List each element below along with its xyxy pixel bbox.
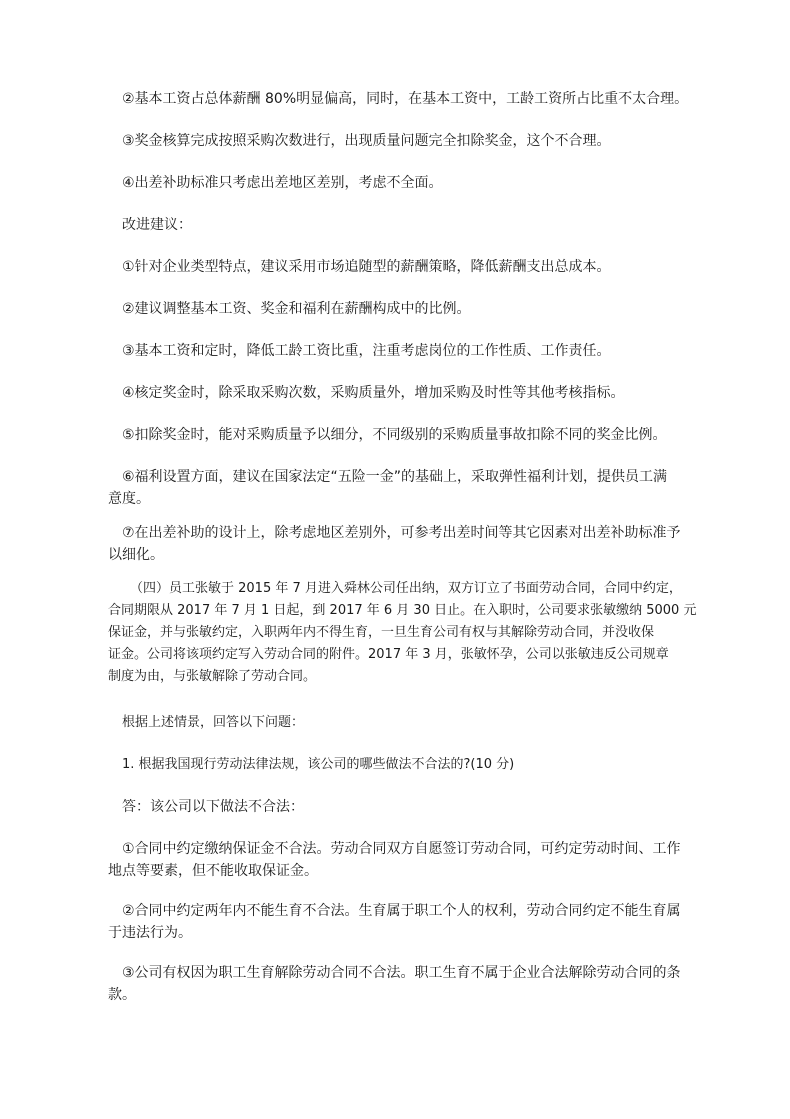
question-1: 1. 根据我国现行劳动法律法规，该公司的哪些做法不合法的?(10 分) bbox=[122, 757, 515, 772]
answer-item-1-line-2: 地点等要素，但不能收取保证金。 bbox=[108, 863, 318, 879]
case-four-line-2: 合同期限从 2017 年 7 月 1 日起，到 2017 年 6 月 30 日止。在入职时，公司要求张敏缴纳 5000 元 bbox=[108, 603, 697, 618]
suggestion-item-7-line-1: ⑦在出差补助的设计上，除考虑地区差别外，可参考出差时间等其它因素对出差补助标准予 bbox=[122, 525, 681, 541]
suggestion-item-7 bbox=[108, 522, 692, 566]
case-four-paragraph bbox=[108, 578, 697, 688]
suggestion-item-2: ②建议调整基本工资、奖金和福利在薪酬构成中的比例。 bbox=[122, 301, 471, 317]
suggestion-item-6 bbox=[108, 466, 692, 510]
heading-improvement-suggestions: 改进建议： bbox=[122, 217, 192, 233]
paragraph-travel-allowance: ④出差补助标准只考虑出差地区差别，考虑不全面。 bbox=[122, 175, 443, 191]
answer-intro: 答：该公司以下做法不合法： bbox=[122, 799, 304, 815]
suggestion-item-7-line-2: 以细化。 bbox=[108, 547, 164, 563]
suggestion-item-6-line-2: 意度。 bbox=[108, 491, 150, 507]
case-four-line-1: （四）员工张敏于 2015 年 7 月进入舜林公司任出纳，双方订立了书面劳动合同，合同中约定， bbox=[130, 581, 682, 596]
answer-item-2 bbox=[108, 900, 692, 944]
suggestion-item-5: ⑤扣除奖金时，能对采购质量予以细分，不同级别的采购质量事故扣除不同的奖金比例。 bbox=[122, 427, 667, 443]
paragraph-bonus-calculation: ③奖金核算完成按照采购次数进行，出现质量问题完全扣除奖金，这个不合理。 bbox=[122, 133, 611, 149]
suggestion-item-6-line-1: ⑥福利设置方面，建议在国家法定“五险一金”的基础上，采取弹性福利计划，提供员工满 bbox=[122, 469, 668, 485]
suggestion-item-3: ③基本工资和定时，降低工龄工资比重，注重考虑岗位的工作性质、工作责任。 bbox=[122, 343, 611, 359]
answer-item-3-line-2: 款。 bbox=[108, 987, 136, 1003]
case-four-line-3: 保证金，并与张敏约定，入职两年内不得生育，一旦生育公司有权与其解除劳动合同，并没收保 bbox=[108, 625, 655, 640]
answer-item-1 bbox=[108, 838, 692, 882]
answer-item-3-line-1: ③公司有权因为职工生育解除劳动合同不合法。职工生育不属于企业合法解除劳动合同的条 bbox=[122, 965, 681, 981]
suggestion-item-4: ④核定奖金时，除采取采购次数，采购质量外，增加采购及时性等其他考核指标。 bbox=[122, 385, 625, 401]
case-four-line-4: 证金。公司将该项约定写入劳动合同的附件。2017 年 3 月，张敏怀孕，公司以张敏违反公司规章 bbox=[108, 647, 669, 662]
case-four-line-5: 制度为由，与张敏解除了劳动合同。 bbox=[108, 669, 317, 684]
suggestion-item-1: ①针对企业类型特点，建议采用市场追随型的薪酬策略，降低薪酬支出总成本。 bbox=[122, 259, 611, 275]
question-prompt: 根据上述情景，回答以下问题： bbox=[122, 715, 305, 730]
answer-item-1-line-1: ①合同中约定缴纳保证金不合法。劳动合同双方自愿签订劳动合同，可约定劳动时间、工作 bbox=[122, 841, 681, 857]
answer-item-2-line-1: ②合同中约定两年内不能生育不合法。生育属于职工个人的权利，劳动合同约定不能生育属 bbox=[122, 903, 681, 919]
answer-item-3 bbox=[108, 962, 692, 1006]
paragraph-basic-salary-ratio: ②基本工资占总体薪酬 80%明显偏高，同时，在基本工资中，工龄工资所占比重不太合理。 bbox=[122, 91, 689, 107]
answer-item-2-line-2: 于违法行为。 bbox=[108, 925, 192, 941]
